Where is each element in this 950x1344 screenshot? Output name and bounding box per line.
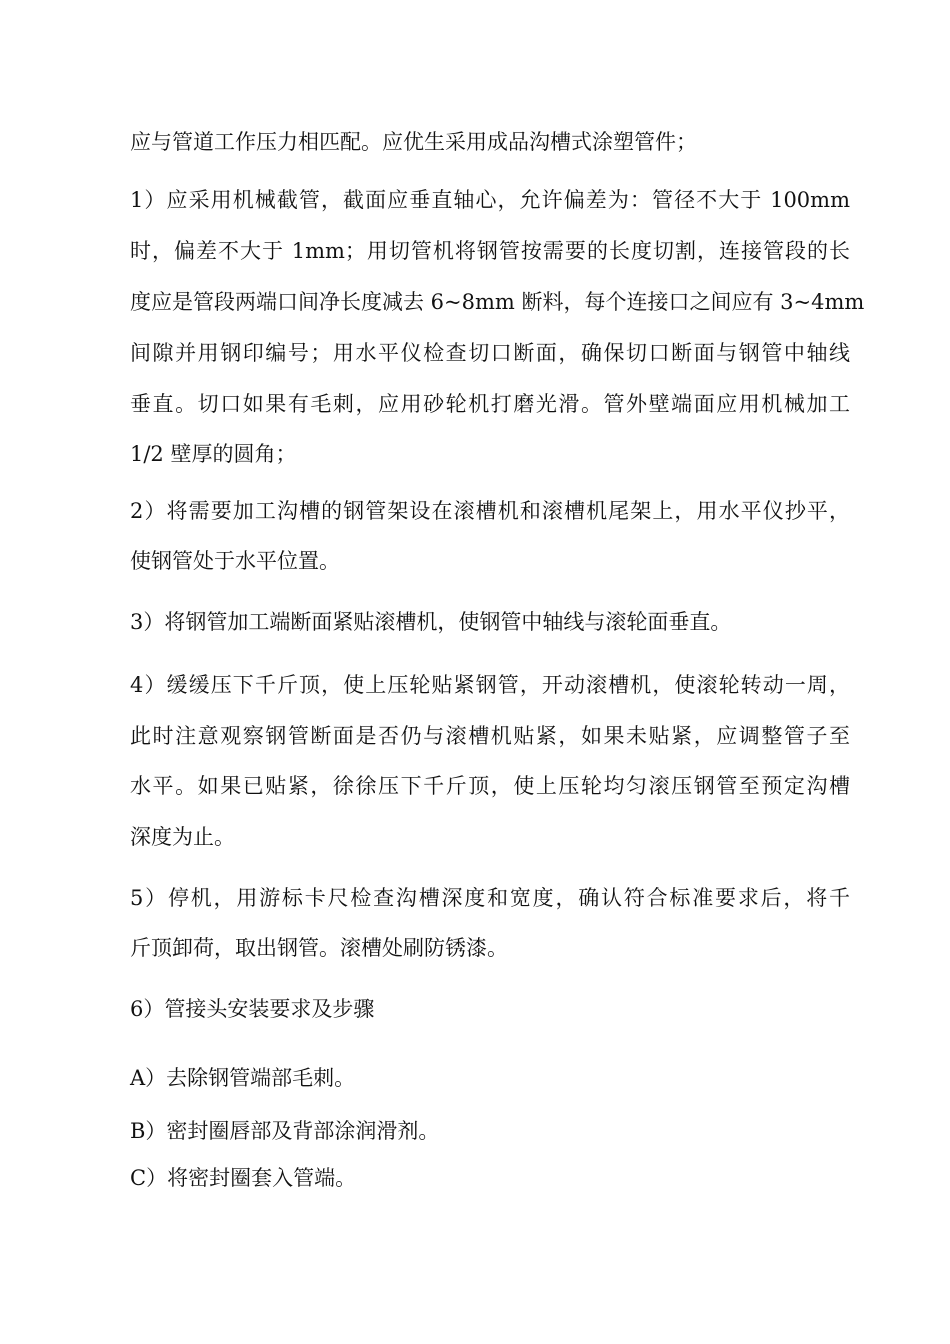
text-line: 1/2 壁厚的圆角； (130, 442, 297, 466)
text-line: 6）管接头安装要求及步骤 (130, 997, 375, 1021)
text-line: 4）缓缓压下千斤顶，使上压轮贴紧钢管，开动滚槽机，使滚轮转动一周， (130, 673, 850, 697)
text-line: 2）将需要加工沟槽的钢管架设在滚槽机和滚槽机尾架上，用水平仪抄平， (130, 499, 850, 523)
text-line: 深度为止。 (130, 825, 235, 849)
text-line: 度应是管段两端口间净长度减去 6~8mm 断料，每个连接口之间应有 3~4mm (130, 290, 865, 314)
text-line: A）去除钢管端部毛刺。 (130, 1066, 356, 1090)
text-line: 使钢管处于水平位置。 (130, 549, 340, 573)
text-line: 时，偏差不大于 1mm；用切管机将钢管按需要的长度切割，连接管段的长 (130, 239, 850, 263)
text-line: 斤顶卸荷，取出钢管。滚槽处刷防锈漆。 (130, 936, 508, 960)
text-line: 水平。如果已贴紧，徐徐压下千斤顶，使上压轮均匀滚压钢管至预定沟槽 (130, 774, 850, 798)
text-line: 垂直。切口如果有毛刺，应用砂轮机打磨光滑。管外壁端面应用机械加工 (130, 392, 850, 416)
text-line: 3）将钢管加工端断面紧贴滚槽机，使钢管中轴线与滚轮面垂直。 (130, 610, 732, 634)
text-line: B）密封圈唇部及背部涂润滑剂。 (130, 1119, 440, 1143)
text-line: 间隙并用钢印编号；用水平仪检查切口断面，确保切口断面与钢管中轴线 (130, 341, 850, 365)
text-line: 5）停机，用游标卡尺检查沟槽深度和宽度，确认符合标准要求后，将千 (130, 886, 850, 910)
text-line: 应与管道工作压力相匹配。应优生采用成品沟槽式涂塑管件； (130, 130, 697, 154)
text-line: 1）应采用机械截管，截面应垂直轴心，允许偏差为：管径不大于 100mm (130, 188, 850, 212)
text-line: 此时注意观察钢管断面是否仍与滚槽机贴紧，如果未贴紧，应调整管子至 (130, 724, 850, 748)
text-line: C）将密封圈套入管端。 (130, 1166, 357, 1190)
